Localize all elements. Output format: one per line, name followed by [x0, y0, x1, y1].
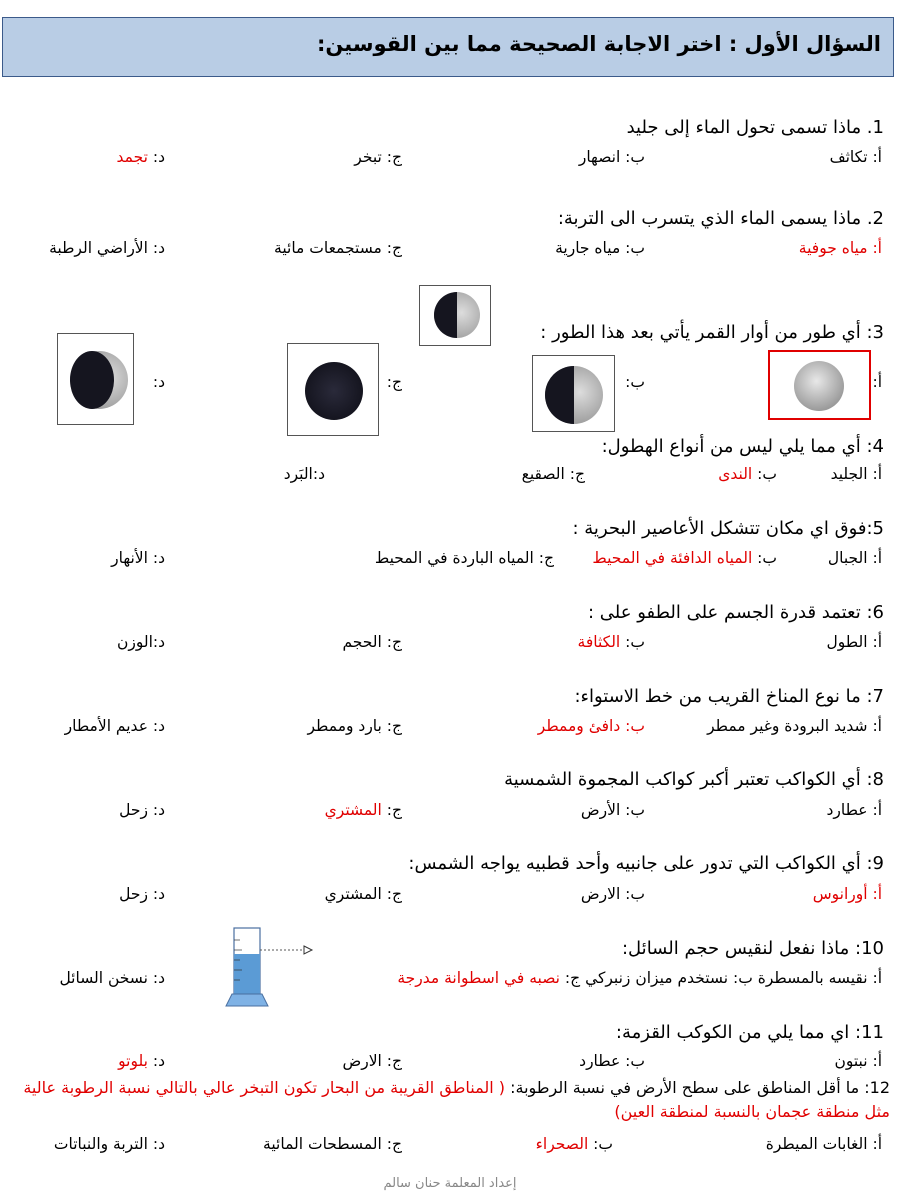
q6-answer: الكثافة — [577, 633, 621, 651]
q10-answer: نصبه في اسطوانة مدرجة — [397, 969, 560, 987]
q11-option-d: د: بلوتو — [118, 1052, 165, 1070]
q7-option-c: ج: بارد وممطر — [307, 717, 402, 735]
q4-option-c: ج: الصقيع — [521, 465, 585, 483]
q9-option-c: ج: المشتري — [324, 885, 402, 903]
reference-moon-image — [419, 285, 491, 346]
question-11: 11: اي مما يلي من الكوكب القزمة: — [615, 1022, 884, 1043]
q5-option-c: ج: المياه الباردة في المحيط — [374, 549, 554, 567]
q1-answer: تجمد — [116, 148, 148, 166]
q7-option-b: ب: دافئ وممطر — [537, 717, 645, 735]
q2-option-b: ب: مياه جارية — [555, 239, 645, 257]
q11-option-b: ب: عطارد — [579, 1052, 645, 1070]
q2-option-a: أ: مياه جوفية — [798, 239, 882, 257]
q1-option-a: أ: تكاثف — [829, 148, 882, 166]
question-6: 6: تعتمد قدرة الجسم على الطفو على : — [588, 602, 884, 623]
q12-option-b: ب: الصحراء — [535, 1135, 613, 1153]
q11-answer: بلوتو — [118, 1052, 148, 1070]
q5-option-a: أ: الجبال — [827, 549, 882, 567]
q6-option-c: ج: الحجم — [342, 633, 402, 651]
q8-option-d: د: زحل — [119, 801, 165, 819]
graduated-cylinder-icon — [220, 920, 315, 1010]
full-moon-icon — [794, 361, 844, 411]
q12-answer: الصحراء — [535, 1135, 589, 1153]
q3-option-a: أ: — [872, 373, 882, 391]
q1-option-b: ب: انصهار — [578, 148, 645, 166]
question-10: 10: ماذا نفعل لنقيس حجم السائل: — [621, 938, 884, 959]
new-moon-icon — [305, 362, 363, 420]
q9-option-d: د: زحل — [119, 885, 165, 903]
q12-option-a: أ: الغابات الميطرة — [765, 1135, 882, 1153]
q3-option-a-image — [768, 350, 871, 420]
footer-credit: إعداد المعلمة حنان سالم — [383, 1176, 517, 1191]
q3-option-d-image — [57, 333, 134, 425]
question-4: 4: أي مما يلي ليس من أنواع الهطول: — [601, 436, 884, 457]
q11-option-a: أ: نبتون — [834, 1052, 882, 1070]
q3-option-c: ج: — [386, 373, 402, 391]
q8-option-c: ج: المشتري — [324, 801, 402, 819]
q8-option-b: ب: الأرض — [580, 801, 645, 819]
q11-option-c: ج: الارض — [342, 1052, 402, 1070]
q1-option-d: د: تجمد — [116, 148, 165, 166]
q12-option-c: ج: المسطحات المائية — [263, 1135, 402, 1153]
q4-answer: الندى — [718, 465, 753, 483]
question-header — [2, 17, 894, 77]
question-8: 8: أي الكواكب تعتبر أكبر كواكب المجموة الشمسية — [504, 769, 884, 790]
q7-option-d: د: عديم الأمطار — [64, 717, 165, 735]
q10-options-a-b-c: أ: نقيسه بالمسطرة ب: نستخدم ميزان زنبركي ج: نصبه في اسطوانة مدرجة — [397, 969, 882, 987]
q8-option-a: أ: عطارد — [826, 801, 882, 819]
q3-option-d: د: — [152, 373, 165, 391]
question-7: 7: ما نوع المناخ القريب من خط الاستواء: — [574, 686, 884, 707]
q6-option-d: د:الوزن — [116, 633, 165, 651]
q2-option-d: د: الأراضي الرطبة — [49, 239, 165, 257]
q4-option-b: ب: الندى — [718, 465, 777, 483]
question-1: 1. ماذا تسمى تحول الماء إلى جليد — [626, 117, 884, 138]
q6-option-a: أ: الطول — [826, 633, 882, 651]
q5-option-d: د: الأنهار — [111, 549, 165, 567]
q9-option-b: ب: الارض — [580, 885, 645, 903]
q10-option-d: د: نسخن السائل — [59, 969, 165, 987]
q6-option-b: ب: الكثافة — [577, 633, 645, 651]
q3-option-b: ب: — [625, 373, 645, 391]
q7-option-a: أ: شديد البرودة وغير ممطر — [707, 717, 882, 735]
question-5: 5:فوق اي مكان تتشكل الأعاصير البحرية : — [572, 518, 884, 539]
q12-option-d: د: التربة والنباتات — [53, 1135, 165, 1153]
question-12: 12: ما أقل المناطق على سطح الأرض في نسبة الرطوبة: ( المناطق القريبة من البحار تكون التبخر عالي بالتالي نسبة الرطوبة عالية مثل منطقة عجمان بالنسبة لمنطقة العين) — [23, 1078, 890, 1121]
q3-option-c-image — [287, 343, 379, 436]
q8-answer: المشتري — [324, 801, 382, 819]
q2-option-c: ج: مستجمعات مائية — [274, 239, 402, 257]
question-3: 3: أي طور من أوار القمر يأتي بعد هذا الطور : — [540, 322, 884, 343]
q12-explanation: ( المناطق القريبة من البحار تكون التبخر عالي بالتالي نسبة الرطوبة عالية مثل منطقة عجمان بالنسبة لمنطقة العين) — [23, 1078, 890, 1121]
q9-option-a: أ: أورانوس — [812, 885, 882, 903]
q5-option-b: ب: المياه الدافئة في المحيط — [592, 549, 777, 567]
q3-option-b-image — [532, 355, 615, 432]
question-9: 9: أي الكواكب التي تدور على جانبيه وأحد قطبيه يواجه الشمس: — [408, 853, 884, 874]
q4-option-d: د:البَرد — [283, 465, 325, 483]
q4-option-a: أ: الجليد — [830, 465, 882, 483]
question-2: 2. ماذا يسمى الماء الذي يتسرب الى التربة: — [557, 208, 884, 229]
header-title: السؤال الأول : اختر الاجابة الصحيحة مما بين القوسين: — [316, 32, 881, 56]
q1-option-c: ج: تبخر — [354, 148, 402, 166]
q5-answer: المياه الدافئة في المحيط — [592, 549, 753, 567]
